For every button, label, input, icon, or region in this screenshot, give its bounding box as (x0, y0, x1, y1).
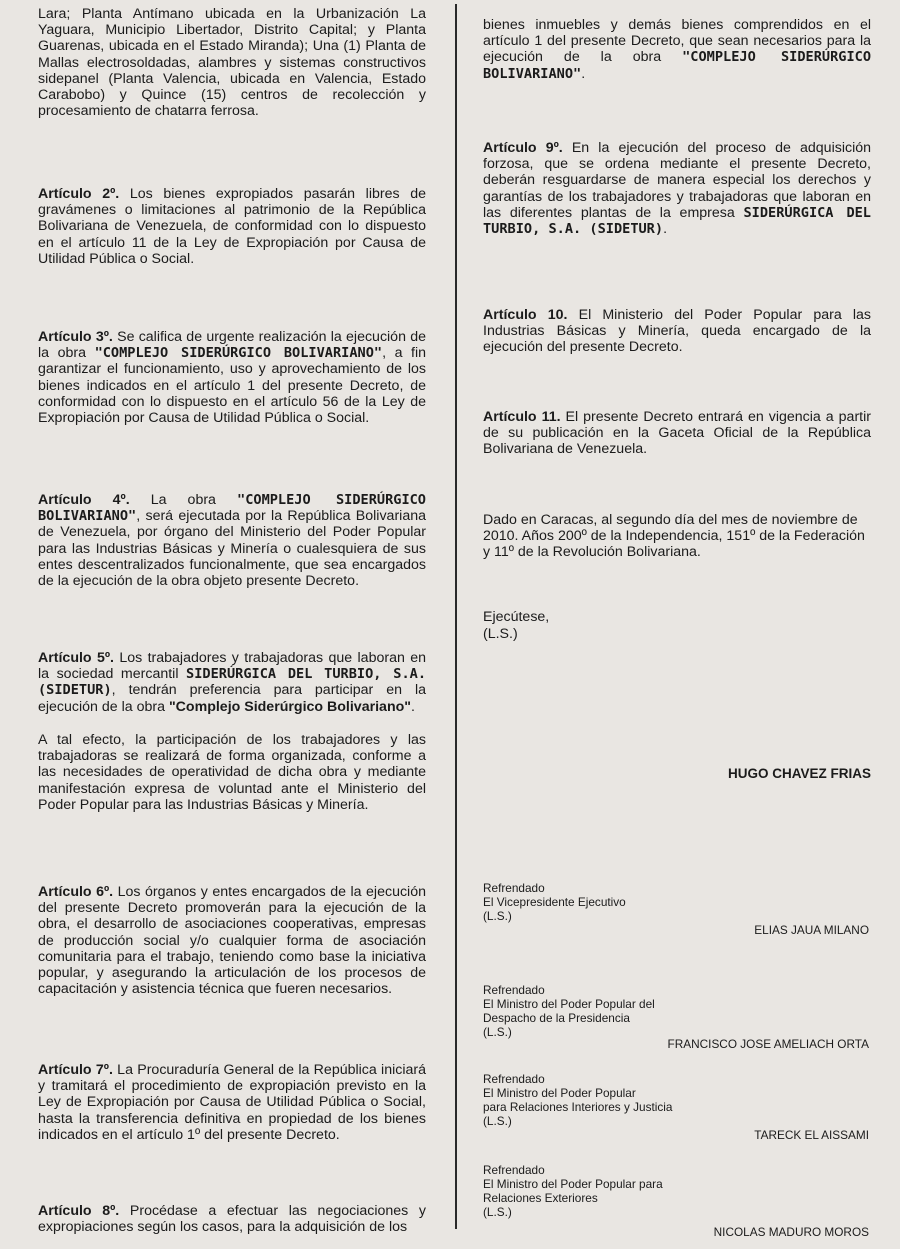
article-3-obra: "COMPLEJO SIDERÚRGICO BOLIVARIANO" (94, 345, 383, 362)
article-4-text-2: , será ejecutada por la República Bolivariana de Venezuela, por órgano del Ministerio del Poder Popular para las Industrias Básicas y Minería o cualesquiera de sus entes descentralizados funcionalmente, que sea encargados de la ejecución de la obra objeto presente Decreto. (38, 508, 426, 590)
article-8-cont-text-1: bienes inmuebles y demás bienes comprendidos en el artículo 1 del presente Decreto, que sean necesarios para la ejecución de la obra (483, 17, 871, 66)
article-4-obra: "COMPLEJO SIDERÚRGICO BOLIVARIANO" (38, 492, 426, 525)
article-3-text-1: Se califica de urgente realización la ejecución de la obra (38, 329, 426, 362)
article-9-text-1: En la ejecución del proceso de adquisición forzosa, que se ordena mediante el presente Decreto, deberán resguardarse de manera especial los derechos y garantías de los trabajadores y trabajadoras que laboran en las diferentes plantas de la empresa (483, 140, 872, 221)
article-8-obra: "COMPLEJO SIDERÚRGICO BOLIVARIANO" (483, 49, 871, 82)
article-3 (38, 329, 426, 426)
intro-paragraph: Lara; Planta Antímano ubicada en la Urbanización La Yaguara, Municipio Libertador, Distrito Capital; y Planta Guarenas, ubicada en el Estado Miranda); Una (1) Planta de Mallas electrosoldadas, alambres y sistemas constructivos sidepanel (Planta Valencia, ubicada en Valencia, Estado Carabobo) y Quince (15) centros de recolección y procesamiento de chatarra ferrosa. (38, 6, 426, 120)
signer-name: ELIAS JAUA MILANO (754, 923, 869, 937)
article-8-text: Procédase a efectuar las negociaciones y expropiaciones según los casos, para la adquisición de los (38, 1203, 426, 1236)
article-11-label: Artículo 11. (483, 409, 561, 425)
article-5-company: SIDERÚRGICA DEL TURBIO, S.A. (SIDETUR) (38, 666, 426, 699)
article-7-text: La Procuraduría General de la República iniciará y tramitará el procedimiento de expropiación previsto en la Ley de Expropiación por Causa de Utilidad Pública o Social, hasta la transferencia definitiva en propiedad de los bienes indicados en el artículo 1º del presente Decreto. (38, 1062, 426, 1143)
signer-ls: (L.S.) (483, 1114, 512, 1128)
article-8-cont-text-2: . (581, 65, 586, 82)
signature-block-1 (483, 881, 871, 937)
article-4 (38, 492, 426, 589)
refrendado-label: Refrendado (483, 1072, 545, 1086)
article-2-label: Artículo 2º. (38, 186, 120, 202)
article-10-text: El Ministerio del Poder Popular para las Industrias Básicas y Minería, queda encargado de la ejecución del presente Decreto. (483, 307, 872, 356)
signer-ls: (L.S.) (483, 909, 512, 923)
refrendado-label: Refrendado (483, 1163, 545, 1177)
signer-name: TARECK EL AISSAMI (754, 1128, 869, 1142)
signer-title: El Ministro del Poder Popular del (483, 997, 655, 1011)
article-9-company: SIDERÚRGICA DEL TURBIO, S.A. (SIDETUR) (483, 204, 871, 238)
dado-en-caracas: Dado en Caracas, al segundo día del mes de noviembre de 2010. Años 200º de la Independencia, 151º de la Federación y 11º de la Revolución Bolivariana. (483, 512, 865, 561)
ejecutese-ls: (L.S.) (483, 626, 518, 642)
signature-block-4 (483, 1163, 871, 1239)
signer-title: El Ministro del Poder Popular (483, 1086, 636, 1100)
signer-ls: (L.S.) (483, 1205, 512, 1219)
article-6-label: Artículo 6º. (38, 884, 114, 900)
article-7-label: Artículo 7º. (38, 1062, 113, 1078)
president-signature: HUGO CHAVEZ FRIAS (727, 766, 871, 781)
article-5-text-2: , tendrán preferencia para participar en la ejecución de la obra (38, 682, 426, 715)
signature-block-3 (483, 1072, 871, 1142)
article-8-label: Artículo 8º. (38, 1203, 120, 1219)
signer-title-2: Despacho de la Presidencia (483, 1011, 630, 1025)
article-8 (38, 1203, 426, 1235)
column-divider (455, 4, 457, 1229)
article-4-text-1: La obra (129, 492, 238, 508)
signer-title-2: para Relaciones Interiores y Justicia (483, 1100, 673, 1114)
article-3-label: Artículo 3º. (38, 329, 113, 345)
article-10 (483, 307, 871, 356)
article-3-text-2: , a fin garantizar el funcionamiento, uso y aprovechamiento de los bienes indicados en el artículo 1 del presente Decreto, de conformidad con lo dispuesto en el artículo 56 de la Ley de Expropiación por Causa de Utilidad Pública o Social. (38, 345, 426, 427)
signer-title-2: Relaciones Exteriores (483, 1191, 598, 1205)
article-8-continued (483, 17, 871, 82)
article-6 (38, 884, 426, 997)
article-9-label: Artículo 9º. (483, 140, 563, 156)
signature-block-2 (483, 983, 871, 1051)
article-2-text: Los bienes expropiados pasarán libres de gravámenes o limitaciones al patrimonio de la República Bolivariana de Venezuela, de conformidad con lo dispuesto en el artículo 11 de la Ley de Expropiación por Causa de Utilidad Pública o Social. (38, 186, 426, 267)
signer-name: NICOLAS MADURO MOROS (713, 1225, 869, 1239)
article-5-text-3: . (411, 698, 415, 715)
signer-title: El Ministro del Poder Popular para (483, 1177, 663, 1191)
refrendado-label: Refrendado (483, 983, 545, 997)
article-5-paragraph-2: A tal efecto, la participación de los trabajadores y las trabajadoras se realizará de forma organizada, conforme a las necesidades de operatividad de dicha obra y mediante manifestación expresa de voluntad ante el Ministerio del Poder Popular para las Industrias Básicas y Minería. (38, 732, 426, 813)
signer-title: El Vicepresidente Ejecutivo (483, 895, 626, 909)
article-4-label: Artículo 4º. (38, 492, 130, 508)
article-5-text-1: Los trabajadores y trabajadoras que laboran en la sociedad mercantil (38, 650, 426, 683)
ejecutese: Ejecútese, (483, 609, 550, 625)
article-9 (483, 140, 871, 237)
article-2 (38, 186, 426, 267)
article-6-text: Los órganos y entes encargados de la ejecución del presente Decreto promoverán para la ejecución de la obra, el desarrollo de asociaciones cooperativas, empresas de producción social y/o cualquier forma de asociación comunitaria para el trabajo, teniendo como base la iniciativa popular, y asegurando la articulación de los procesos de capacitación y asistencia técnica que fueren necesarios. (38, 884, 426, 998)
article-11-text: El presente Decreto entrará en vigencia a partir de su publicación en la Gaceta Oficial de la República Bolivariana de Venezuela. (483, 409, 871, 458)
signer-name: FRANCISCO JOSE AMELIACH ORTA (667, 1037, 869, 1051)
article-5 (38, 650, 426, 715)
refrendado-label: Refrendado (483, 881, 545, 895)
article-5-obra: "Complejo Siderúrgico Bolivariano" (168, 698, 412, 715)
signer-ls: (L.S.) (483, 1025, 512, 1039)
article-10-label: Artículo 10. (483, 307, 568, 323)
article-9-text-2: . (663, 221, 668, 238)
article-5-label: Artículo 5º. (38, 650, 114, 666)
article-7 (38, 1062, 426, 1143)
article-11 (483, 409, 871, 458)
